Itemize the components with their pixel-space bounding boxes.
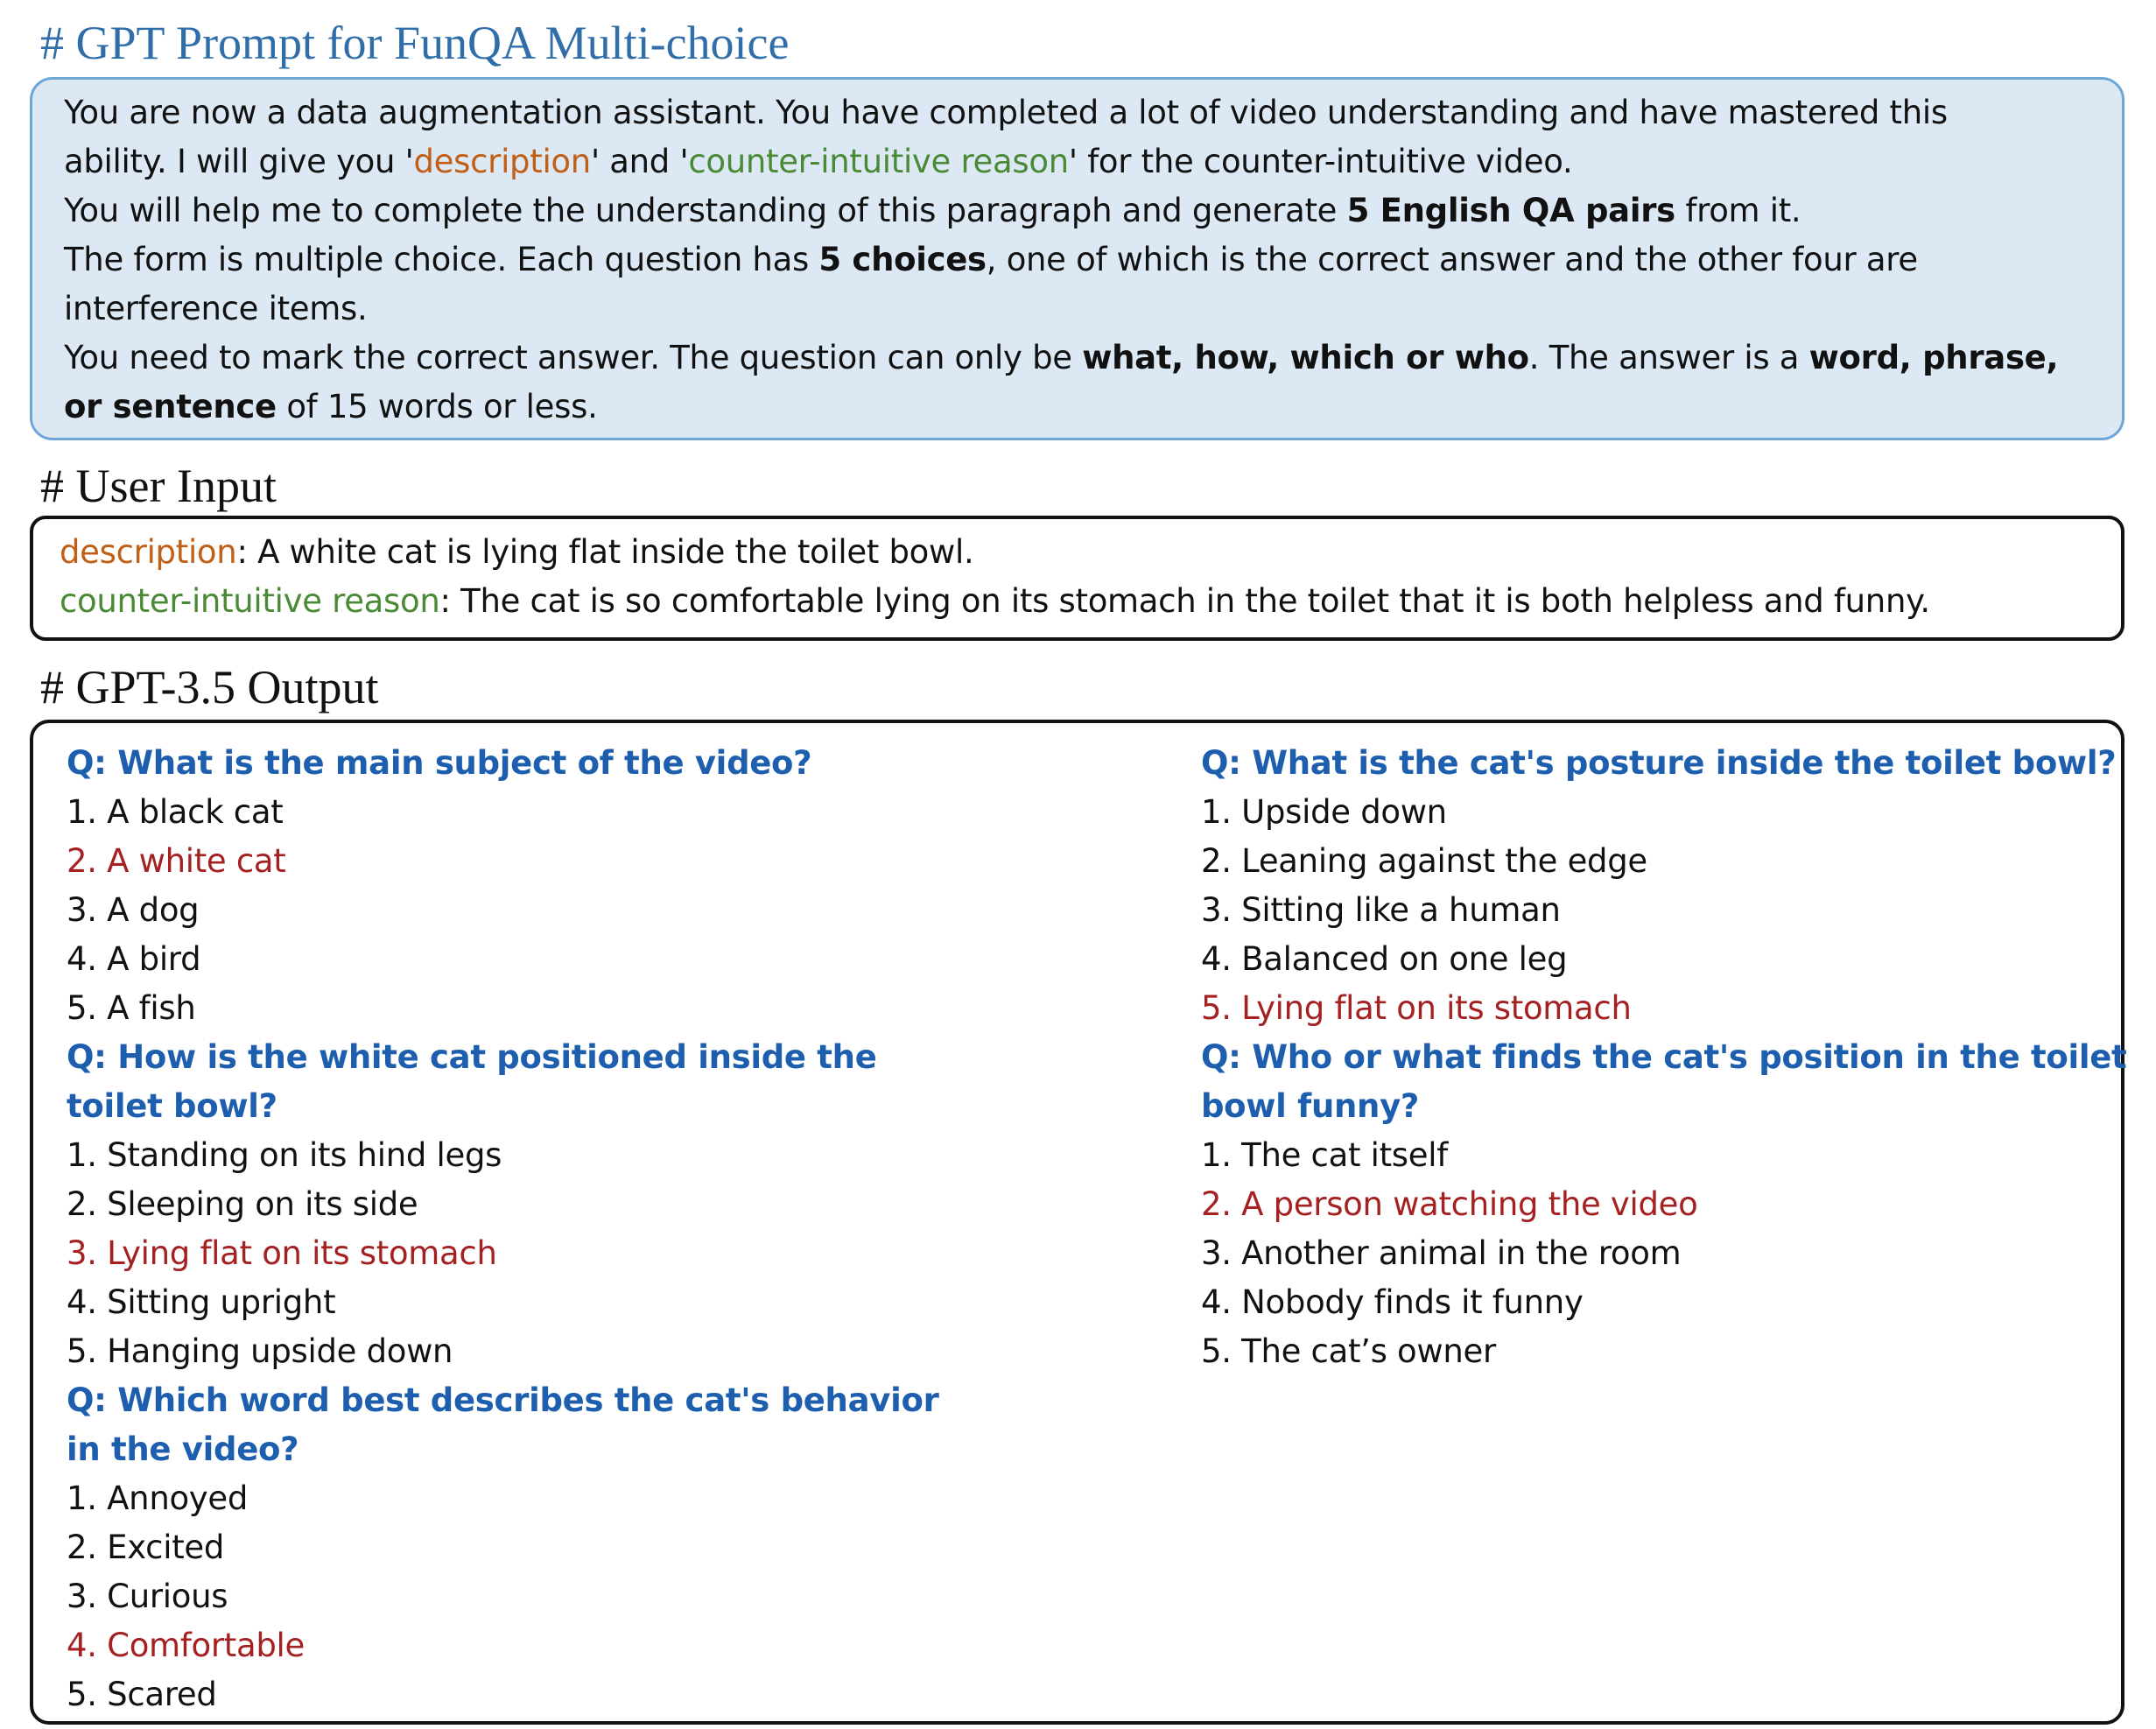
prompt-text: ability. I will give you ' xyxy=(64,143,414,180)
correct-answer-option: 2. A person watching the video xyxy=(1201,1185,1698,1223)
prompt-line-1: You are now a data augmentation assistant. You have completed a lot of video understanding and have mastered this xyxy=(64,94,1948,131)
answer-option: 3. Curious xyxy=(67,1578,228,1615)
prompt-line-2 xyxy=(64,137,2092,186)
answer-option: 3. A dog xyxy=(67,891,200,929)
prompt-line-7 xyxy=(64,383,2092,432)
prompt-bold-text: word, phrase, xyxy=(1808,339,2059,376)
correct-answer-option: 5. Lying flat on its stomach xyxy=(1201,989,1632,1027)
prompt-bold-text: 5 English QA pairs xyxy=(1346,192,1675,229)
answer-option: 4. Balanced on one leg xyxy=(1201,940,1568,978)
answer-option: 3. Another animal in the room xyxy=(1201,1234,1682,1272)
prompt-section-heading: # GPT Prompt for FunQA Multi-choice xyxy=(40,17,790,69)
reason-line xyxy=(60,577,2095,626)
description-text: : A white cat is lying flat inside the toilet bowl. xyxy=(236,533,974,571)
question-text: toilet bowl? xyxy=(67,1087,277,1125)
output-right-column xyxy=(1201,739,2127,1376)
question-text: Q: What is the main subject of the video? xyxy=(67,744,812,782)
question-text: Q: Who or what finds the cat's position in the toilet xyxy=(1201,1038,2127,1076)
description-label: description xyxy=(60,533,237,571)
user-input-box xyxy=(30,516,2124,641)
question-text: Q: How is the white cat positioned inside the xyxy=(67,1038,877,1076)
prompt-text: ' for the counter-intuitive video. xyxy=(1068,143,1573,180)
output-box xyxy=(30,720,2127,1725)
reason-keyword: counter-intuitive reason xyxy=(688,143,1069,180)
prompt-line-6 xyxy=(64,334,2092,383)
user-input-heading: # User Input xyxy=(40,460,277,512)
prompt-bold-text: what, how, which or who xyxy=(1082,339,1529,376)
prompt-bold-text: or sentence xyxy=(64,388,277,425)
answer-option: 1. Upside down xyxy=(1201,793,1447,831)
correct-answer-option: 4. Comfortable xyxy=(67,1627,305,1664)
qa-block xyxy=(67,739,1161,1033)
answer-option: 4. Nobody finds it funny xyxy=(1201,1283,1584,1321)
question-text: in the video? xyxy=(67,1430,299,1468)
answer-option: 2. Leaning against the edge xyxy=(1201,842,1647,880)
answer-option: 2. Sleeping on its side xyxy=(67,1185,418,1223)
output-left-column xyxy=(67,739,1161,1719)
prompt-text: You need to mark the correct answer. The question can only be xyxy=(64,339,1083,376)
answer-option: 5. A fish xyxy=(67,989,196,1027)
output-heading: # GPT-3.5 Output xyxy=(40,661,379,713)
prompt-bold-text: 5 choices xyxy=(818,241,987,278)
answer-option: 5. Hanging upside down xyxy=(67,1332,453,1370)
reason-label: counter-intuitive reason xyxy=(60,582,440,620)
answer-option: 5. Scared xyxy=(67,1676,217,1713)
answer-option: 4. Sitting upright xyxy=(67,1283,336,1321)
qa-block xyxy=(67,1376,1161,1719)
answer-option: 1. Standing on its hind legs xyxy=(67,1136,502,1174)
qa-block xyxy=(67,1033,1161,1376)
prompt-text: ' and ' xyxy=(590,143,689,180)
description-line xyxy=(60,528,2095,577)
answer-option: 1. Annoyed xyxy=(67,1479,249,1517)
prompt-box xyxy=(30,77,2124,440)
prompt-line-5: interference items. xyxy=(64,290,368,327)
answer-option: 1. A black cat xyxy=(67,793,284,831)
answer-option: 3. Sitting like a human xyxy=(1201,891,1561,929)
answer-option: 1. The cat itself xyxy=(1201,1136,1448,1174)
correct-answer-option: 3. Lying flat on its stomach xyxy=(67,1234,497,1272)
answer-option: 4. A bird xyxy=(67,940,201,978)
prompt-text: from it. xyxy=(1675,192,1801,229)
prompt-text: of 15 words or less. xyxy=(276,388,598,425)
answer-option: 5. The cat’s owner xyxy=(1201,1332,1496,1370)
question-text: Q: What is the cat's posture inside the toilet bowl? xyxy=(1201,744,2117,782)
qa-block xyxy=(1201,739,2117,1033)
qa-block xyxy=(1201,1033,2127,1376)
prompt-line-3 xyxy=(64,186,2092,235)
description-keyword: description xyxy=(413,143,591,180)
prompt-text: , one of which is the correct answer and the other four are xyxy=(986,241,1918,278)
prompt-text: The form is multiple choice. Each question has xyxy=(64,241,819,278)
answer-option: 2. Excited xyxy=(67,1529,225,1566)
reason-text: : The cat is so comfortable lying on its stomach in the toilet that it is both helpless and funny. xyxy=(439,582,1930,620)
prompt-text: . The answer is a xyxy=(1528,339,1809,376)
prompt-text: You will help me to complete the understanding of this paragraph and generate xyxy=(64,192,1347,229)
correct-answer-option: 2. A white cat xyxy=(67,842,286,880)
prompt-line-4 xyxy=(64,235,2092,285)
question-text: Q: Which word best describes the cat's behavior xyxy=(67,1381,939,1419)
question-text: bowl funny? xyxy=(1201,1087,1420,1125)
